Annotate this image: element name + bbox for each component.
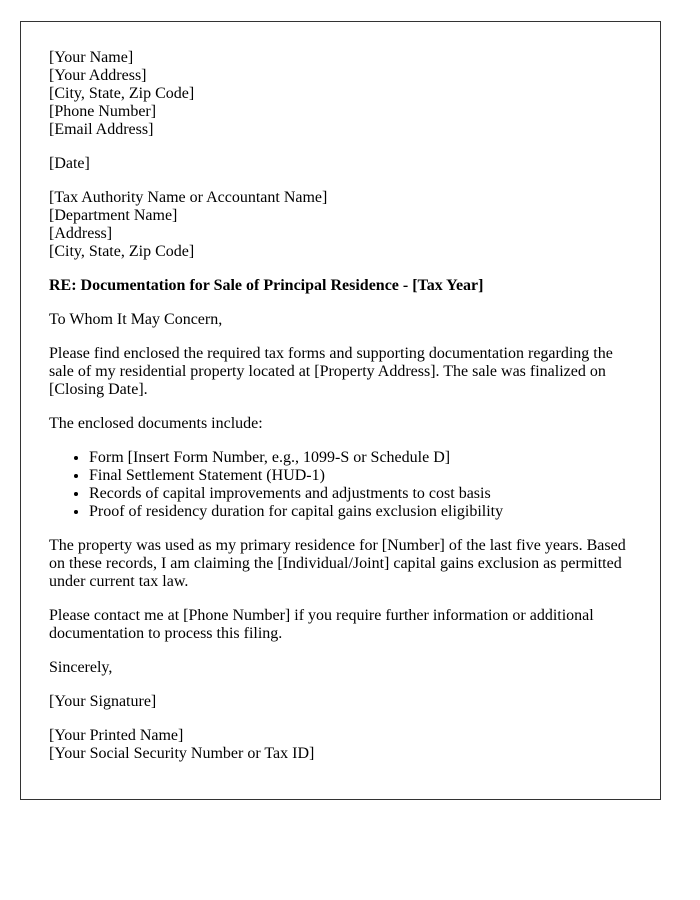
list-item: • Final Settlement Statement (HUD-1) bbox=[89, 467, 632, 485]
signature: [Your Signature] bbox=[49, 693, 157, 710]
recipient-department: [Department Name] bbox=[49, 207, 178, 224]
recipient-block bbox=[49, 189, 632, 261]
body-paragraph-1: Please find enclosed the required tax forms and supporting documentation regarding the sale of my residential property located at [Property Address]. The sale was finalized on [Closing Date]. bbox=[49, 345, 613, 398]
document-list bbox=[49, 449, 632, 521]
list-item: • Records of capital improvements and adjustments to cost basis bbox=[89, 485, 632, 503]
list-item: • Proof of residency duration for capital gains exclusion eligibility bbox=[89, 503, 632, 521]
printed-name: [Your Printed Name] bbox=[49, 727, 184, 744]
recipient-name: [Tax Authority Name or Accountant Name] bbox=[49, 189, 328, 206]
sender-email: [Email Address] bbox=[49, 121, 154, 138]
tax-id: [Your Social Security Number or Tax ID] bbox=[49, 745, 315, 762]
subject-line: RE: Documentation for Sale of Principal Residence - [Tax Year] bbox=[49, 277, 484, 294]
recipient-city: [City, State, Zip Code] bbox=[49, 243, 195, 260]
sender-name: [Your Name] bbox=[49, 49, 134, 66]
sender-address: [Your Address] bbox=[49, 67, 147, 84]
sender-phone: [Phone Number] bbox=[49, 103, 157, 120]
salutation: To Whom It May Concern, bbox=[49, 311, 223, 328]
closing: Sincerely, bbox=[49, 659, 113, 676]
signer-block bbox=[49, 727, 632, 763]
date: [Date] bbox=[49, 155, 90, 172]
body-paragraph-2: The property was used as my primary residence for [Number] of the last five years. Based on these records, I am claiming the [Individual/Joint] capital gains exclusion as permitted under current tax law. bbox=[49, 537, 626, 590]
body-paragraph-3: Please contact me at [Phone Number] if you require further information or additional documentation to process this filing. bbox=[49, 607, 594, 642]
sender-city: [City, State, Zip Code] bbox=[49, 85, 195, 102]
letter bbox=[20, 21, 661, 800]
sender-block bbox=[49, 49, 632, 139]
list-item: • Form [Insert Form Number, e.g., 1099-S or Schedule D] bbox=[89, 449, 632, 467]
list-intro: The enclosed documents include: bbox=[49, 415, 263, 432]
recipient-address: [Address] bbox=[49, 225, 113, 242]
